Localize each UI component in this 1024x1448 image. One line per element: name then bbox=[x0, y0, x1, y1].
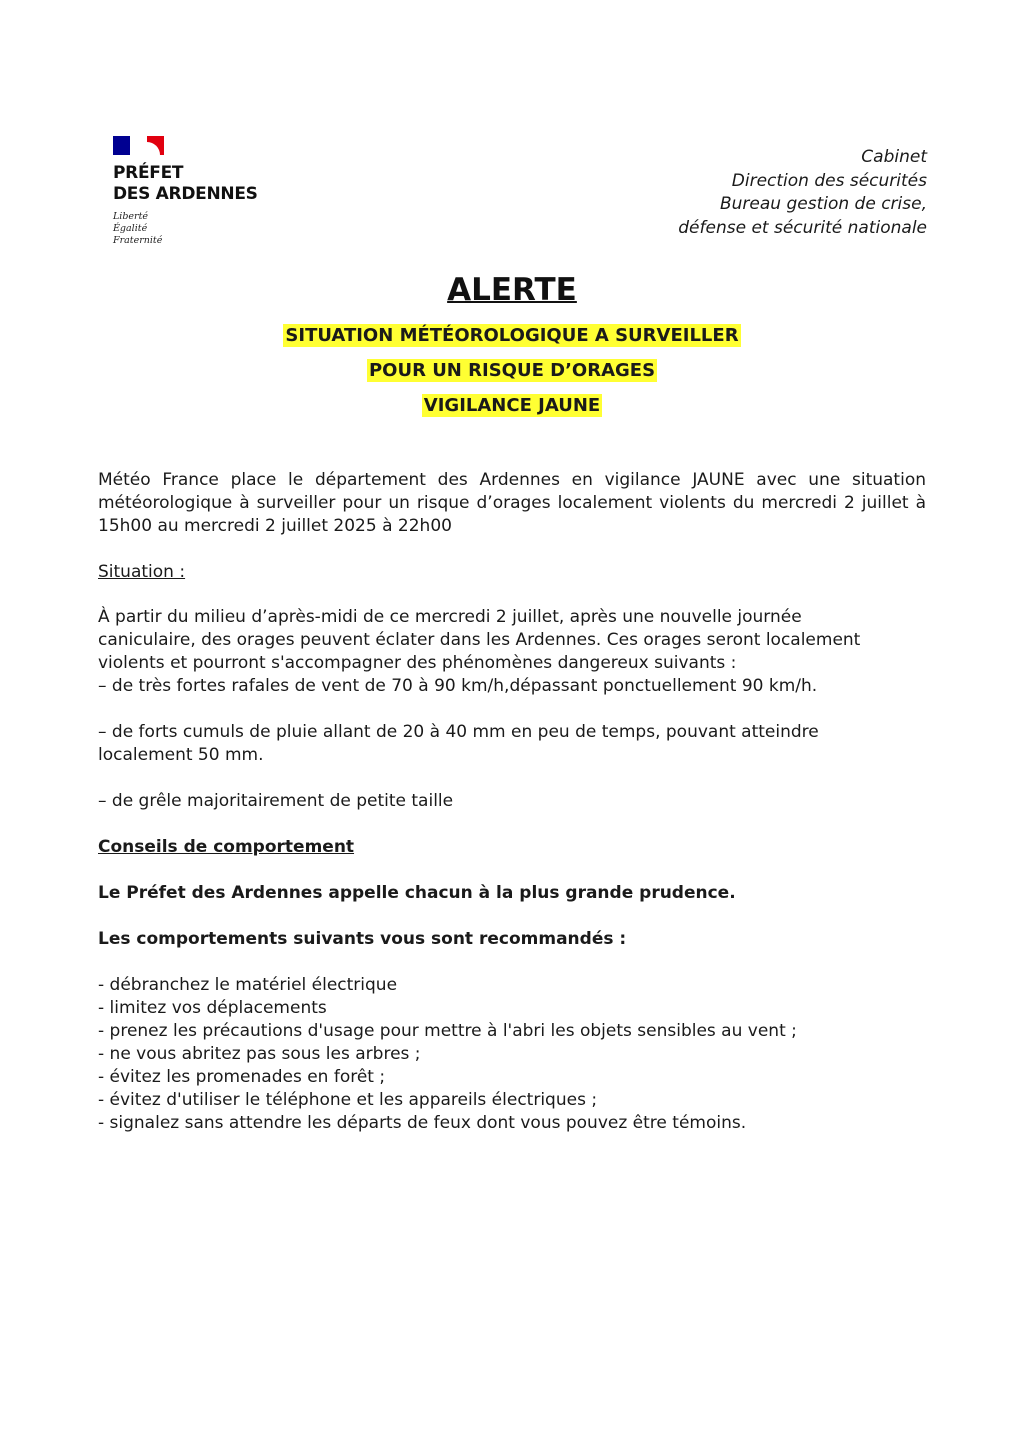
subtitle-line bbox=[0, 359, 1024, 383]
highlighted-text: SITUATION MÉTÉOROLOGIQUE A SURVEILLER bbox=[285, 325, 739, 346]
cabinet-line: défense et sécurité nationale bbox=[678, 217, 927, 238]
situation-heading: Situation : bbox=[98, 562, 186, 582]
recommandations-list bbox=[98, 974, 926, 1135]
list-item: - débranchez le matériel électrique bbox=[98, 975, 398, 995]
list-item: - prenez les précautions d'usage pour mettre à l'abri les objets sensibles au vent ; bbox=[98, 1021, 797, 1041]
republique-flag-icon bbox=[113, 136, 164, 155]
motto-liberte: Liberté bbox=[113, 211, 149, 222]
situation-line: – de très fortes rafales de vent de 70 à 90 km/h,dépassant ponctuellement 90 km/h. bbox=[98, 676, 818, 696]
motto-fraternite: Fraternité bbox=[113, 235, 163, 246]
list-item: - ne vous abritez pas sous les arbres ; bbox=[98, 1044, 421, 1064]
logo-title-line1: PRÉFET bbox=[113, 163, 184, 183]
situation-line: À partir du milieu d’après-midi de ce mercredi 2 juillet, après une nouvelle journée bbox=[98, 607, 802, 627]
subtitle-line bbox=[0, 324, 1024, 348]
list-item: - évitez d'utiliser le téléphone et les appareils électriques ; bbox=[98, 1090, 598, 1110]
motto bbox=[113, 211, 313, 247]
situation-line: violents et pourront s'accompagner des phénomènes dangereux suivants : bbox=[98, 653, 737, 673]
situation-paragraph bbox=[98, 606, 926, 698]
alert-title: ALERTE bbox=[447, 272, 577, 308]
conseils-heading: Conseils de comportement bbox=[98, 837, 355, 857]
motto-egalite: Égalité bbox=[113, 223, 148, 234]
logo-title-line2: DES ARDENNES bbox=[113, 184, 258, 204]
grele-paragraph: – de grêle majoritairement de petite taille bbox=[98, 791, 454, 811]
recommandes-heading: Les comportements suivants vous sont recommandés : bbox=[98, 929, 627, 949]
logo-title bbox=[113, 163, 313, 205]
cabinet-line: Cabinet bbox=[861, 147, 927, 167]
list-item: - signalez sans attendre les départs de feux dont vous pouvez être témoins. bbox=[98, 1113, 747, 1133]
intro-paragraph: Météo France place le département des Ardennes en vigilance JAUNE avec une situation météorologique à surveiller pour un risque d’orages localement violents du mercredi 2 juillet à 15h00 au mercredi 2 juillet 2025 à 22h00 bbox=[98, 470, 926, 536]
list-item: - limitez vos déplacements bbox=[98, 998, 327, 1018]
highlighted-text: POUR UN RISQUE D’ORAGES bbox=[368, 360, 656, 381]
cabinet-address bbox=[678, 146, 927, 240]
situation-line: caniculaire, des orages peuvent éclater dans les Ardennes. Ces orages seront localement bbox=[98, 630, 861, 650]
pluie-line: localement 50 mm. bbox=[98, 745, 264, 765]
prefet-logo bbox=[113, 136, 313, 247]
subtitle-line bbox=[0, 394, 1024, 418]
cabinet-line: Direction des sécurités bbox=[731, 170, 927, 191]
cabinet-line: Bureau gestion de crise, bbox=[720, 194, 927, 214]
pluie-line: – de forts cumuls de pluie allant de 20 à 40 mm en peu de temps, pouvant atteindre bbox=[98, 722, 819, 742]
pluie-paragraph bbox=[98, 721, 926, 767]
highlighted-text: VIGILANCE JAUNE bbox=[423, 395, 601, 416]
appel-paragraph: Le Préfet des Ardennes appelle chacun à la plus grande prudence. bbox=[98, 883, 736, 903]
list-item: - évitez les promenades en forêt ; bbox=[98, 1067, 386, 1087]
